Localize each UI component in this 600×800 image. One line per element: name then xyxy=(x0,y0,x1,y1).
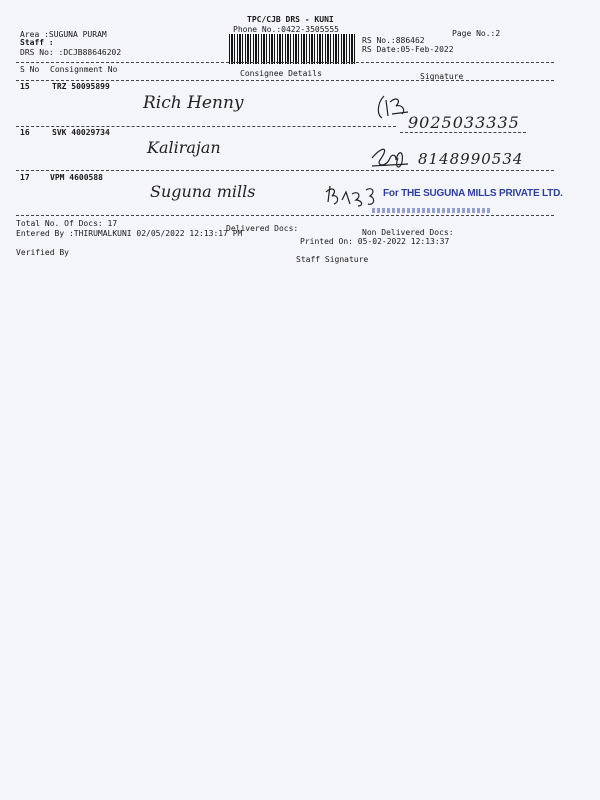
doc-title: TPC/CJB DRS - KUNI xyxy=(247,15,334,24)
col-consignment: Consignment No xyxy=(50,65,118,74)
divider xyxy=(16,215,554,216)
entered-by: Entered By :THIRUMALKUNI 02/05/2022 12:13:17 PM xyxy=(16,229,243,238)
rs-date: RS Date:05-Feb-2022 xyxy=(362,45,454,54)
row-consignment: SVK 40029734 xyxy=(52,128,110,137)
row-consignee-handwritten: Suguna mills xyxy=(150,182,256,201)
printed-on: Printed On: 05-02-2022 12:13:37 xyxy=(300,237,450,246)
phone-number: Phone No.:0422-3505555 xyxy=(233,25,339,34)
col-signature: Signature xyxy=(420,72,464,81)
page-number: Page No.:2 xyxy=(452,29,501,38)
non-delivered-docs: Non Delivered Docs: xyxy=(362,228,454,237)
signature-scribble xyxy=(324,182,382,210)
signature-scribble xyxy=(368,140,414,172)
row-phone-handwritten: 9025033335 xyxy=(408,113,520,132)
delivered-docs: Delivered Docs: xyxy=(226,224,299,233)
row-sno: 17 xyxy=(20,173,30,182)
area-label: Area :SUGUNA PURAM xyxy=(20,30,107,39)
staff-signature: Staff Signature xyxy=(296,255,369,264)
company-stamp: For THE SUGUNA MILLS PRIVATE LTD. xyxy=(383,188,563,199)
col-consignee: Consignee Details xyxy=(240,69,322,78)
row-sno: 16 xyxy=(20,128,30,137)
divider xyxy=(16,62,554,63)
row-consignment: VPM 4600588 xyxy=(50,173,103,182)
divider xyxy=(16,170,554,171)
divider xyxy=(16,80,554,81)
verified-by: Verified By xyxy=(16,248,69,257)
signature-scribble xyxy=(372,92,412,126)
row-phone-handwritten: 8148990534 xyxy=(418,150,524,168)
stamp-underline xyxy=(372,208,492,213)
row-consignment: TRZ 50095899 xyxy=(52,82,110,91)
barcode xyxy=(229,34,357,64)
staff-label: Staff : xyxy=(20,38,54,47)
row-consignee-handwritten: Rich Henny xyxy=(143,93,244,113)
col-sno: S No xyxy=(20,65,40,74)
row-consignee-handwritten: Kalirajan xyxy=(147,138,221,157)
drs-number: DRS No: :DCJB88646202 xyxy=(20,48,122,57)
divider xyxy=(16,126,396,127)
divider xyxy=(400,132,526,133)
row-sno: 15 xyxy=(20,82,30,91)
rs-number: RS No.:886462 xyxy=(362,36,425,45)
total-docs: Total No. Of Docs: 17 xyxy=(16,219,118,228)
